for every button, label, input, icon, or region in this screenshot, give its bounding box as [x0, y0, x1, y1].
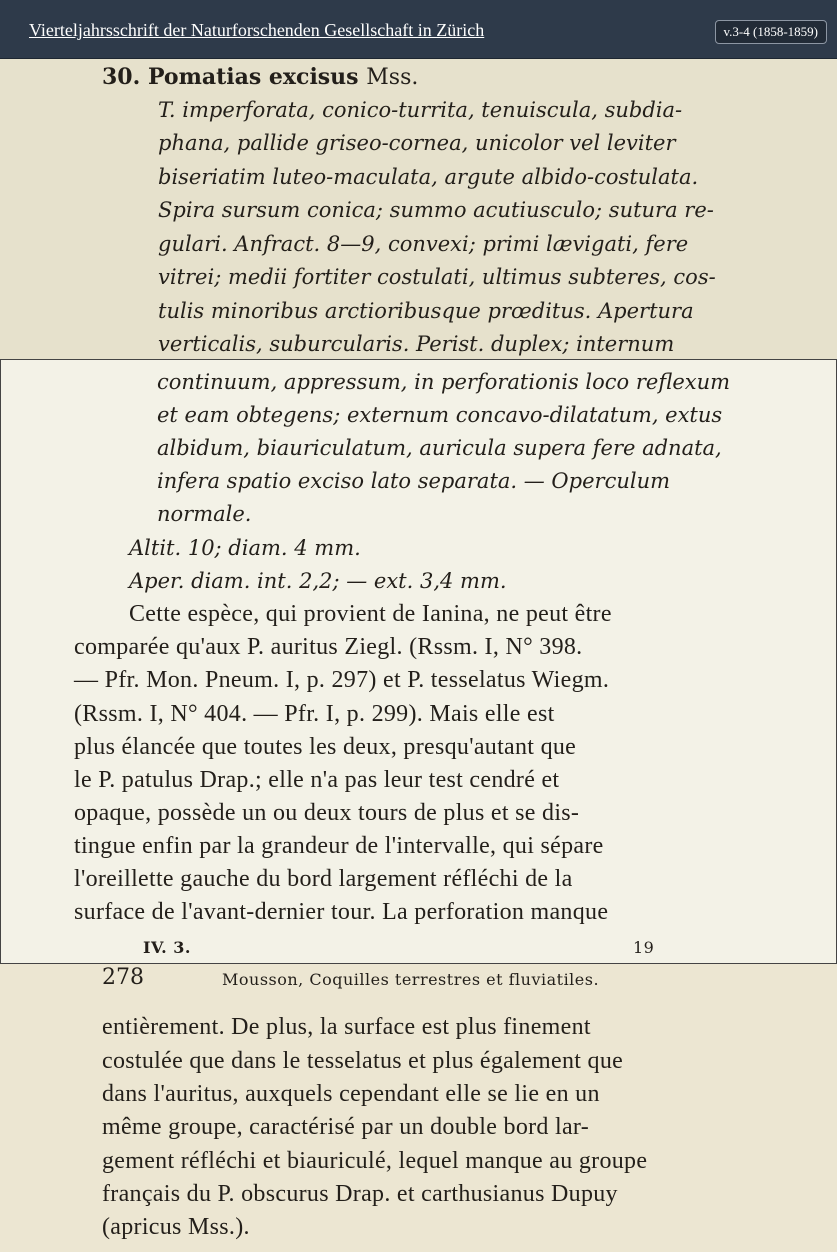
text-line: biseriatim luteo-maculata, argute albido-costulata. [158, 165, 699, 189]
text-line: le P. patulus Drap.; elle n'a pas leur test cendré et [74, 767, 560, 793]
text-line: normale. [157, 502, 252, 526]
heading-author: Mss. [366, 65, 419, 90]
text-line: vitrei; medii fortiter costulati, ultimus subteres, cos- [158, 265, 716, 289]
scanned-page-upper [0, 59, 837, 359]
text-line: entièrement. De plus, la surface est plus finement [102, 1014, 591, 1040]
text-line: (apricus Mss.). [102, 1214, 250, 1240]
text-line: gulari. Anfract. 8—9, convexi; primi lævigati, fere [158, 232, 689, 256]
text-line: — Pfr. Mon. Pneum. I, p. 297) et P. tesselatus Wiegm. [74, 667, 610, 693]
text-line: dans l'auritus, auxquels cependant elle se lie en un [102, 1081, 600, 1107]
signature-mark: IV. 3. [143, 938, 191, 957]
text-line: même groupe, caractérisé par un double bord lar- [102, 1114, 590, 1140]
text-line: et eam obtegens; externum concavo-dilatatum, extus [157, 403, 723, 427]
text-line: phana, pallide griseo-cornea, unicolor vel leviter [158, 131, 676, 155]
top-bar [0, 0, 837, 59]
text-line: Cette espèce, qui provient de Ianina, ne peut être [129, 601, 612, 627]
text-line: français du P. obscurus Drap. et carthusianus Dupuy [102, 1181, 618, 1207]
text-line: continuum, appressum, in perforationis loco reflexum [157, 370, 731, 394]
heading-number: 30. [102, 64, 141, 90]
scanned-page-highlighted [0, 359, 837, 964]
text-line: comparée qu'aux P. auritus Ziegl. (Rssm. I, N° 398. [74, 634, 583, 660]
text-line: costulée que dans le tesselatus et plus également que [102, 1048, 624, 1074]
text-line: tulis minoribus arctioribusque prœditus. Apertura [158, 299, 694, 323]
running-head: Mousson, Coquilles terrestres et fluviatiles. [222, 970, 600, 989]
species-heading [102, 63, 418, 92]
sheet-number: 19 [633, 938, 655, 957]
text-line: tingue enfin par la grandeur de l'intervalle, qui sépare [74, 833, 604, 859]
text-line: T. imperforata, conico-turrita, tenuiscula, subdia- [158, 98, 683, 122]
text-line: l'oreillette gauche du bord largement réfléchi de la [74, 866, 573, 892]
journal-title-link[interactable]: Vierteljahrsschrift der Naturforschenden Gesellschaft in Zürich [29, 20, 485, 40]
text-line: verticalis, suburcularis. Perist. duplex; internum [158, 332, 675, 356]
text-line: albidum, biauriculatum, auricula supera fere adnata, [157, 436, 722, 460]
page-number: 278 [102, 965, 144, 990]
text-line: infera spatio exciso lato separata. — Operculum [157, 469, 671, 493]
text-line: opaque, possède un ou deux tours de plus et se dis- [74, 800, 580, 826]
text-line: plus élancée que toutes les deux, presqu'autant que [74, 734, 577, 760]
measurement-line: Altit. 10; diam. 4 mm. [129, 536, 361, 560]
text-line: (Rssm. I, N° 404. — Pfr. I, p. 299). Mais elle est [74, 701, 555, 727]
heading-species: Pomatias excisus [147, 64, 359, 90]
text-line: gement réfléchi et biauriculé, lequel manque au groupe [102, 1148, 648, 1174]
text-line: Spira sursum conica; summo acutiusculo; sutura re- [158, 198, 714, 222]
text-line: surface de l'avant-dernier tour. La perforation manque [74, 899, 609, 925]
volume-badge[interactable]: v.3-4 (1858-1859) [715, 20, 827, 44]
measurement-line: Aper. diam. int. 2,2; — ext. 3,4 mm. [129, 569, 507, 593]
scanned-page-lower [0, 964, 837, 1252]
